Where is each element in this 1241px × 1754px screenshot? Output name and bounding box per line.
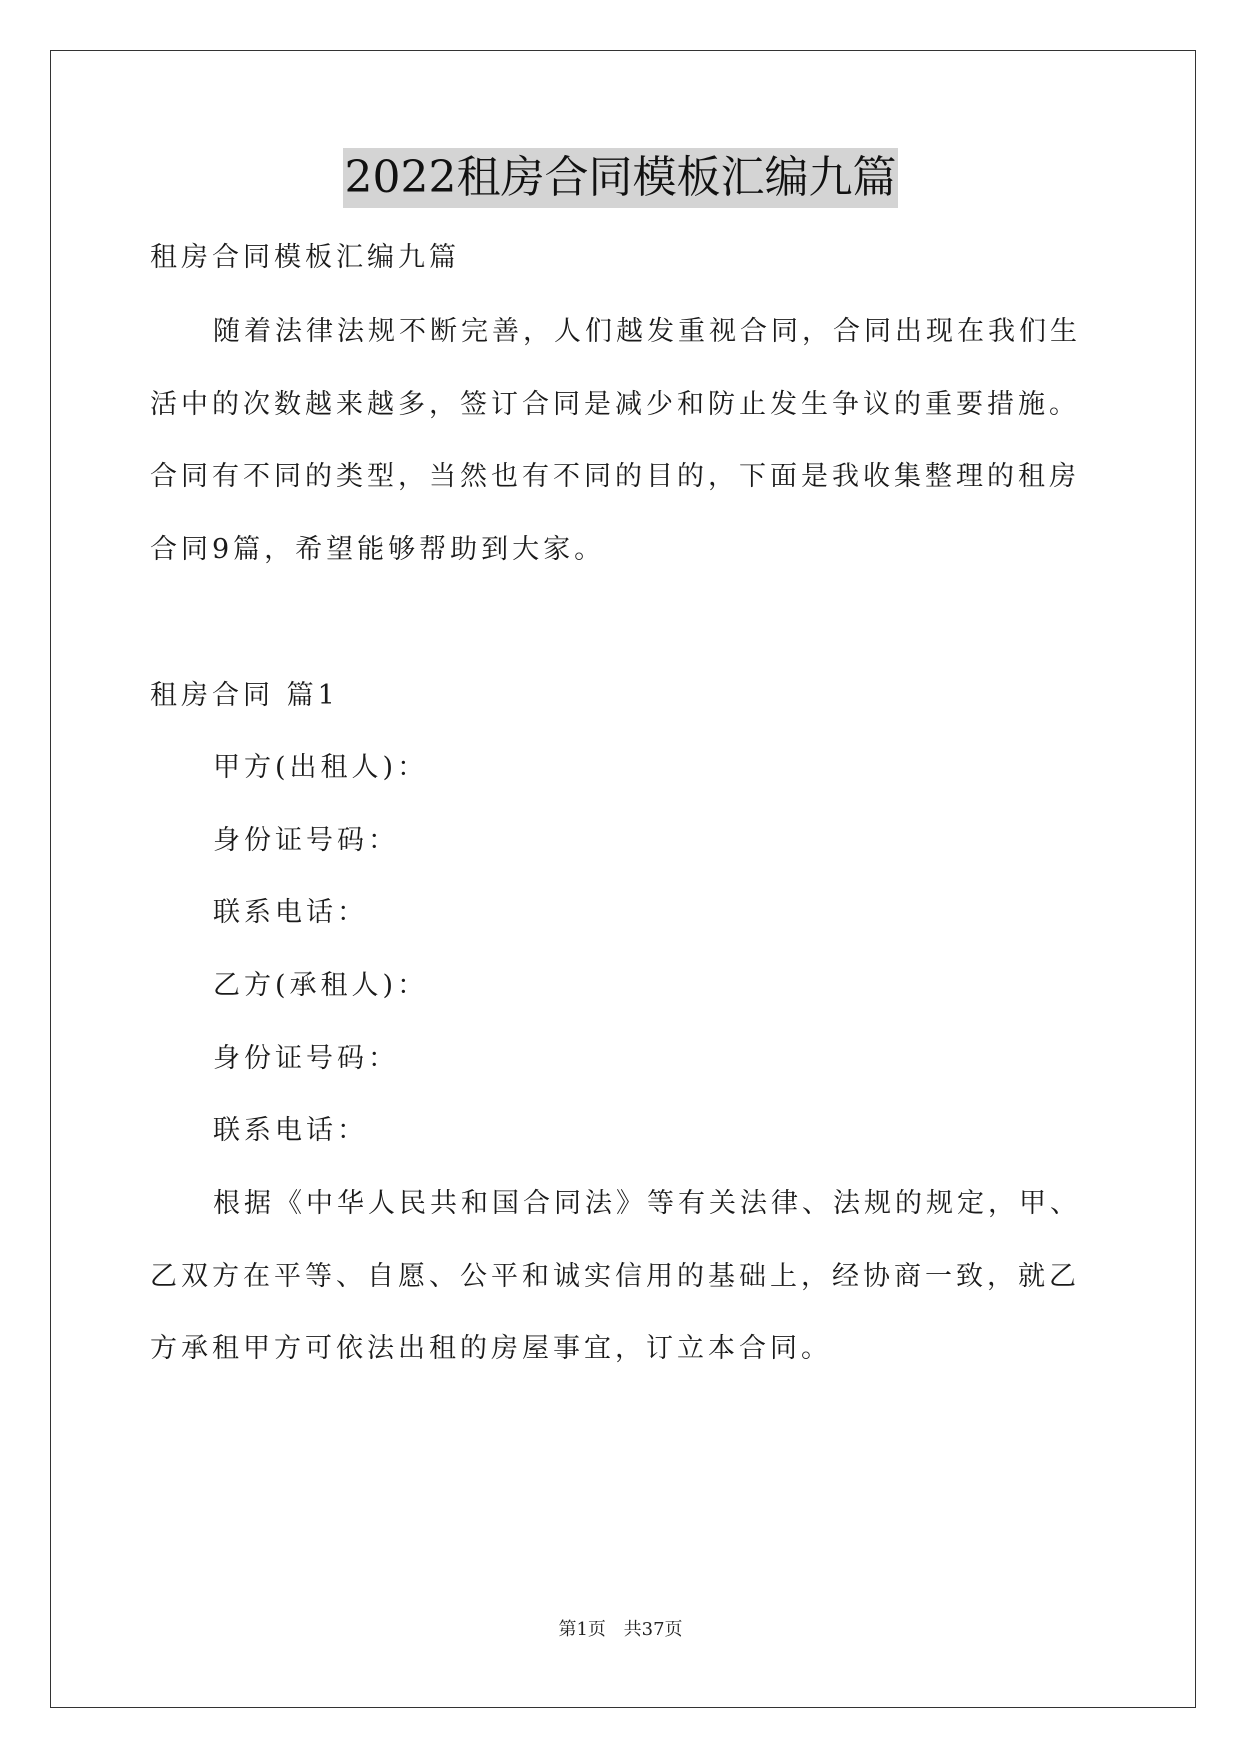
page-footer	[0, 1618, 1241, 1642]
intro-line: 合同有不同的类型，当然也有不同的目的，下面是我收集整理的租房	[150, 461, 1080, 492]
party-line: 乙方(承租人)：	[213, 970, 429, 1001]
page-border	[50, 50, 1196, 1708]
intro-line: 随着法律法规不断完善，人们越发重视合同，合同出现在我们生	[213, 316, 1081, 347]
section-heading: 租房合同 篇1	[150, 680, 339, 711]
title-container	[0, 148, 1241, 208]
party-line: 身份证号码：	[213, 1043, 399, 1074]
page-total: 共37页	[623, 1619, 683, 1640]
party-line: 身份证号码：	[213, 825, 399, 856]
document-title: 2022租房合同模板汇编九篇	[343, 148, 899, 208]
body-line: 方承租甲方可依法出租的房屋事宜，订立本合同。	[150, 1333, 832, 1364]
party-line: 甲方(出租人)：	[213, 752, 429, 783]
body-line: 根据《中华人民共和国合同法》等有关法律、法规的规定，甲、	[213, 1188, 1081, 1219]
page-number: 第1页	[558, 1619, 606, 1640]
party-line: 联系电话：	[213, 1115, 368, 1146]
intro-line: 活中的次数越来越多，签订合同是减少和防止发生争议的重要措施。	[150, 389, 1080, 420]
body-line: 乙双方在平等、自愿、公平和诚实信用的基础上，经协商一致，就乙	[150, 1261, 1080, 1292]
intro-line: 合同9篇，希望能够帮助到大家。	[150, 534, 606, 565]
party-line: 联系电话：	[213, 897, 368, 928]
subtitle: 租房合同模板汇编九篇	[150, 242, 460, 273]
